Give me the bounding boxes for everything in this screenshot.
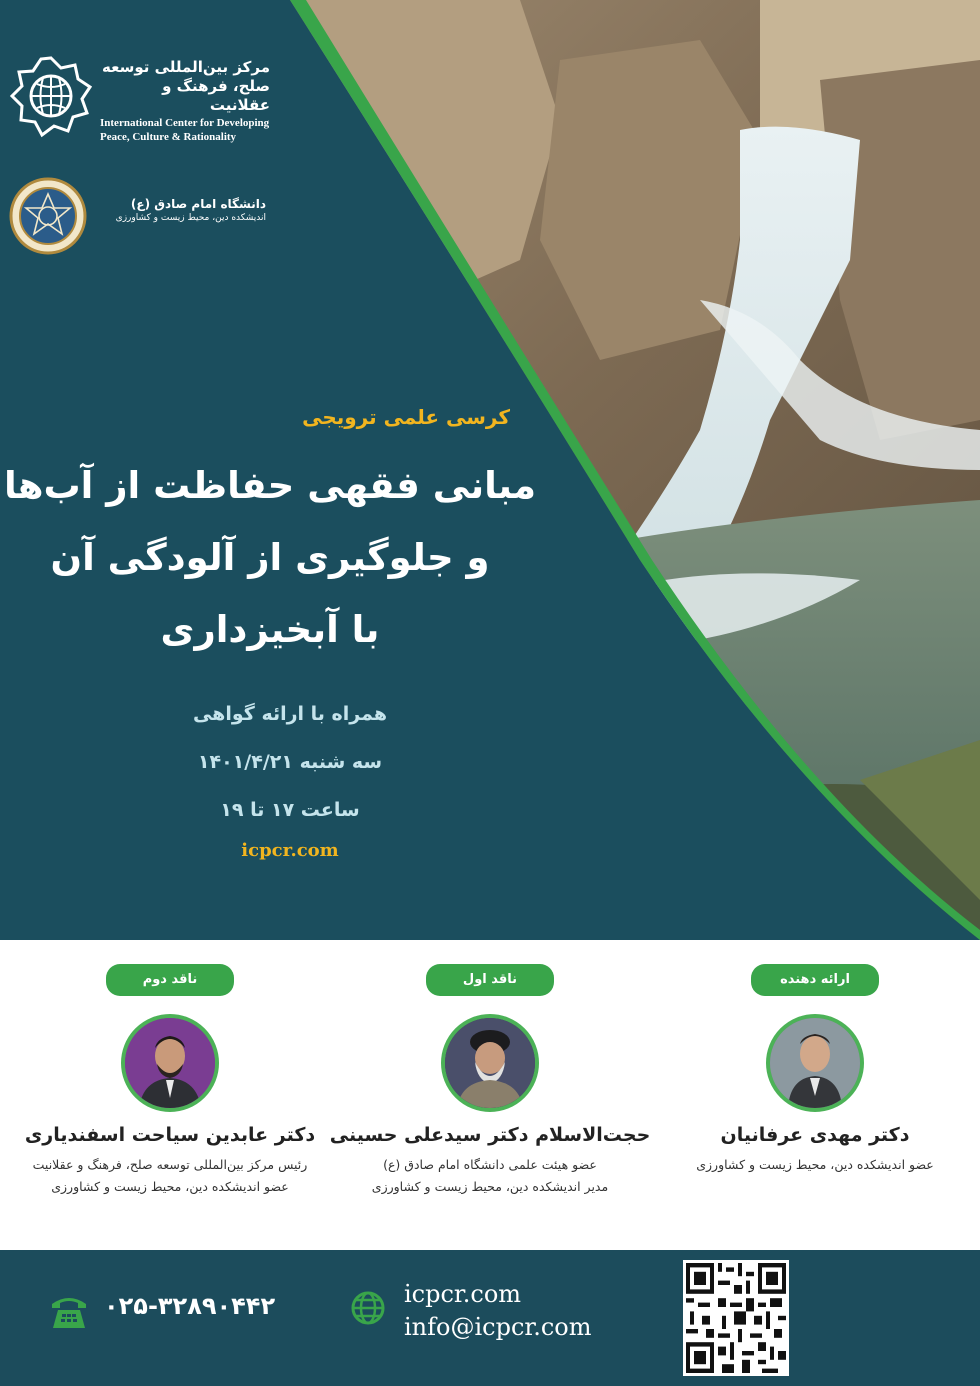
peace-center-name-fa-2: صلح، فرهنگ و عقلانیت (162, 77, 270, 114)
event-type-label: کرسی علمی ترویجی (302, 405, 510, 429)
speaker-card-critic-1 (325, 964, 655, 1198)
footer (0, 1250, 980, 1386)
speaker-affiliation-1: عضو اندیشکده دین، محیط زیست و کشاورزی (696, 1157, 934, 1172)
event-title-line-3: با آبخیزداری (160, 608, 380, 651)
speaker-name: دکتر عابدین سیاحت اسفندیاری (24, 1124, 316, 1146)
role-badge: ناقد اول (426, 964, 554, 996)
footer-email-link[interactable]: info@icpcr.com (404, 1313, 592, 1341)
think-tank-name: اندیشکده دین، محیط زیست و کشاورزی (115, 213, 266, 223)
speaker-affiliation-2: عضو اندیشکده دین، محیط زیست و کشاورزی (51, 1179, 289, 1194)
speaker-affiliation-1: عضو هیئت علمی دانشگاه امام صادق (ع) (383, 1157, 597, 1172)
avatar (766, 1014, 864, 1112)
qr-code[interactable] (683, 1260, 789, 1376)
footer-website-link[interactable]: icpcr.com (404, 1280, 522, 1308)
role-badge: ناقد دوم (106, 964, 234, 996)
imam-sadiq-university-name (86, 196, 266, 225)
peace-center-name-fa-1: مرکز بین‌المللی توسعه (102, 58, 270, 76)
peace-center-name-en-1: International Center for Developing (100, 117, 270, 129)
event-website-link[interactable]: icpcr.com (241, 840, 339, 861)
event-title (0, 450, 540, 666)
event-title-line-1: مبانی فقهی حفاظت از آب‌ها (3, 464, 537, 507)
event-date: سه شنبه ۱۴۰۱/۴/۲۱ (197, 751, 383, 773)
peace-center-logo-icon (10, 56, 92, 138)
certificate-note: همراه با ارائه گواهی (192, 703, 388, 725)
globe-icon (350, 1290, 386, 1326)
university-name: دانشگاه امام صادق (ع) (130, 197, 266, 211)
event-title-line-2: و جلوگیری از آلودگی آن (50, 536, 490, 579)
speaker-card-critic-2 (5, 964, 335, 1198)
peace-center-name-en-2: Peace, Culture & Rationality (100, 131, 237, 143)
telephone-icon (48, 1290, 90, 1330)
peace-center-name (100, 58, 280, 143)
event-time: ساعت ۱۷ تا ۱۹ (220, 799, 360, 821)
avatar (121, 1014, 219, 1112)
speaker-name: حجت‌الاسلام دکتر سیدعلی حسینی (329, 1124, 651, 1146)
speaker-card-presenter (650, 964, 980, 1176)
speaker-name: دکتر مهدی عرفانیان (720, 1124, 910, 1146)
speaker-affiliation-1: رئیس مرکز بین‌المللی توسعه صلح، فرهنگ و عقلانیت (32, 1157, 308, 1172)
imam-sadiq-university-seal-icon (8, 176, 88, 256)
avatar (441, 1014, 539, 1112)
event-info (130, 690, 450, 866)
contact-info (404, 1278, 592, 1344)
role-badge: ارائه دهنده (751, 964, 879, 996)
speakers-section (0, 940, 980, 1250)
speaker-affiliation-2: مدیر اندیشکده دین، محیط زیست و کشاورزی (371, 1179, 609, 1194)
phone-number[interactable]: ۰۲۵-۳۲۸۹۰۴۴۲ (104, 1292, 276, 1320)
